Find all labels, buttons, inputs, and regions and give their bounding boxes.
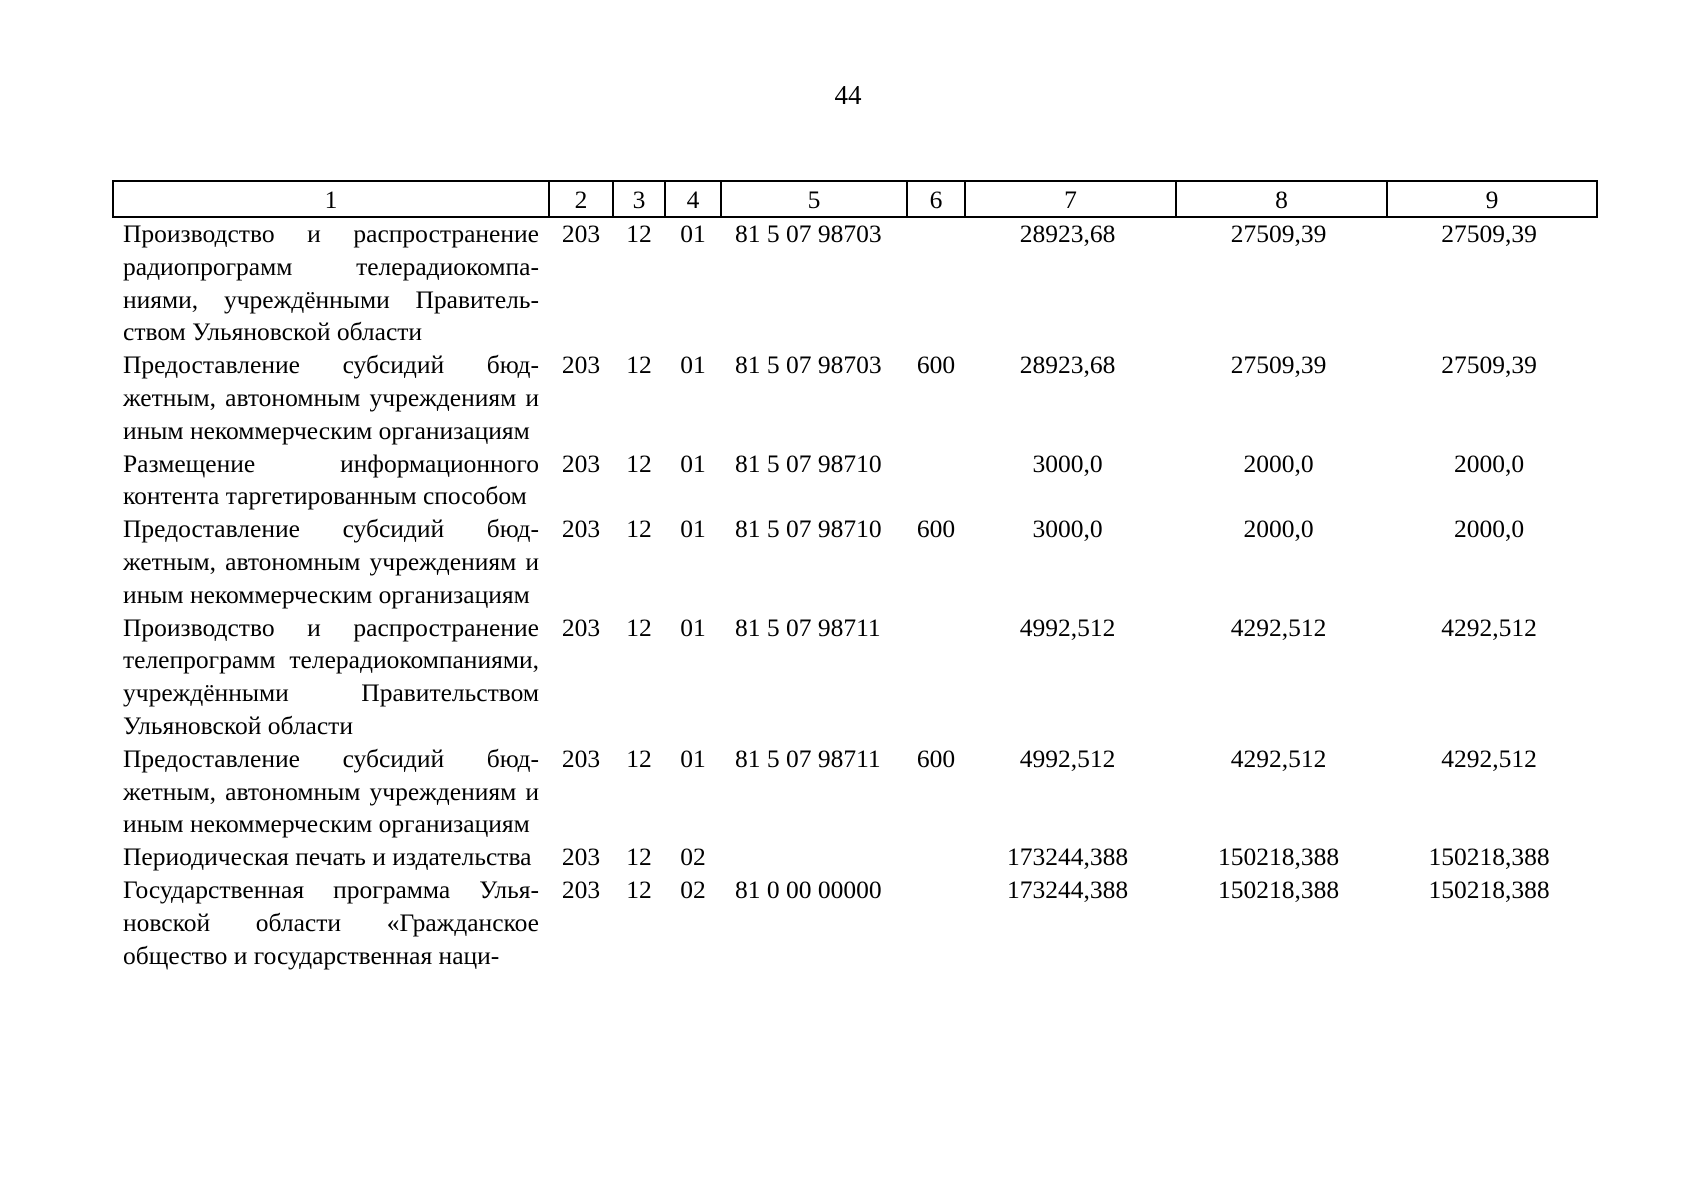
subsection-code: 01 [680,448,706,478]
section-code: 12 [626,874,652,904]
amount-year-3: 150218,388 [1428,842,1550,872]
amount-year-1: 28923,68 [1019,350,1116,380]
table-row [113,743,1597,841]
target-code: 81 5 07 98711 [735,612,881,642]
header-cell: 6 [907,181,965,217]
amount-year-1: 173244,388 [1006,842,1129,872]
amount-year-3: 4292,512 [1441,612,1537,642]
table-row [113,349,1597,447]
row-name: Государственная программа Ульяновской области «Гражданское общество и государственная наци- [123,874,539,970]
expense-type: 600 [916,514,956,544]
amount-year-3: 150218,388 [1428,874,1550,904]
section-code: 12 [626,842,652,872]
target-code: 81 0 00 00000 [735,874,882,904]
expense-type: 600 [916,350,956,380]
section-code: 12 [626,350,652,380]
header-row [113,181,1597,217]
subsection-code: 01 [680,743,706,773]
header-cell: 3 [613,181,665,217]
subsection-code: 01 [680,514,706,544]
admin-code: 203 [561,842,601,872]
amount-year-3: 27509,39 [1441,350,1537,380]
expense-type [907,612,965,743]
target-code: 81 5 07 98711 [735,743,881,773]
row-name: Предоставление субсидий бюджетным, автономным учреждениям и иным некоммерческим организациям [123,743,539,839]
admin-code: 203 [561,448,601,478]
section-code: 12 [626,448,652,478]
target-code: 81 5 07 98710 [735,448,882,478]
amount-year-1: 173244,388 [1006,874,1129,904]
target-code [721,841,907,874]
expense-type [907,217,965,349]
row-name: Предоставление субсидий бюджетным, автономным учреждениям и иным некоммерческим организациям [123,350,539,445]
amount-year-1: 3000,0 [1032,448,1103,478]
table-row [113,874,1597,972]
expense-type [907,874,965,972]
amount-year-2: 4292,512 [1230,612,1327,642]
admin-code: 203 [561,743,601,773]
amount-year-3: 27509,39 [1441,219,1537,248]
row-name: Размещение информационного контента таргетированным способом [123,448,539,511]
target-code: 81 5 07 98710 [735,514,882,544]
amount-year-1: 4992,512 [1019,743,1116,773]
header-cell: 2 [549,181,613,217]
target-code: 81 5 07 98703 [735,350,882,380]
section-code: 12 [626,612,652,642]
admin-code: 203 [561,612,601,642]
amount-year-2: 150218,388 [1217,842,1340,872]
expense-type [907,841,965,874]
section-code: 12 [626,743,652,773]
section-code: 12 [626,514,652,544]
admin-code: 203 [561,219,601,248]
header-cell: 8 [1176,181,1387,217]
budget-table [112,180,1598,972]
expense-type: 600 [916,743,956,773]
table-row [113,612,1597,743]
amount-year-3: 2000,0 [1453,514,1525,544]
row-name: Производство и распространение телепрограмм телерадиокомпаниями, учреждёнными Правительством Ульяновской области [123,612,539,740]
subsection-code: 01 [680,612,706,642]
table-row [113,448,1597,514]
table-row [113,841,1597,874]
header-cell: 5 [721,181,907,217]
subsection-code: 01 [680,219,706,248]
admin-code: 203 [561,350,601,380]
subsection-code: 01 [680,350,706,380]
amount-year-2: 27509,39 [1230,350,1327,380]
section-code: 12 [626,219,652,248]
header-cell: 9 [1387,181,1597,217]
row-name: Предоставление субсидий бюджетным, автономным учреждениям и иным некоммерческим организациям [123,514,539,609]
amount-year-3: 2000,0 [1453,448,1525,478]
table-row [113,217,1597,349]
table-row [113,513,1597,611]
amount-year-3: 4292,512 [1441,743,1537,773]
header-cell: 7 [965,181,1176,217]
row-name: Производство и распространение радиопрограмм телерадиокомпаниями, учреждёнными Правительством Ульяновской области [123,219,539,347]
admin-code: 203 [561,874,601,904]
amount-year-1: 3000,0 [1032,514,1103,544]
amount-year-2: 27509,39 [1230,219,1327,248]
row-name: Периодическая печать и издательства [123,842,532,872]
amount-year-1: 4992,512 [1019,612,1116,642]
subsection-code: 02 [680,842,706,872]
page-number: 44 [834,80,862,110]
expense-type [907,448,965,514]
header-cell: 1 [113,181,549,217]
target-code: 81 5 07 98703 [735,219,882,248]
amount-year-1: 28923,68 [1019,219,1116,248]
amount-year-2: 150218,388 [1217,874,1340,904]
header-cell: 4 [665,181,721,217]
amount-year-2: 2000,0 [1243,448,1314,478]
subsection-code: 02 [680,874,706,904]
amount-year-2: 4292,512 [1230,743,1327,773]
admin-code: 203 [561,514,601,544]
amount-year-2: 2000,0 [1243,514,1314,544]
